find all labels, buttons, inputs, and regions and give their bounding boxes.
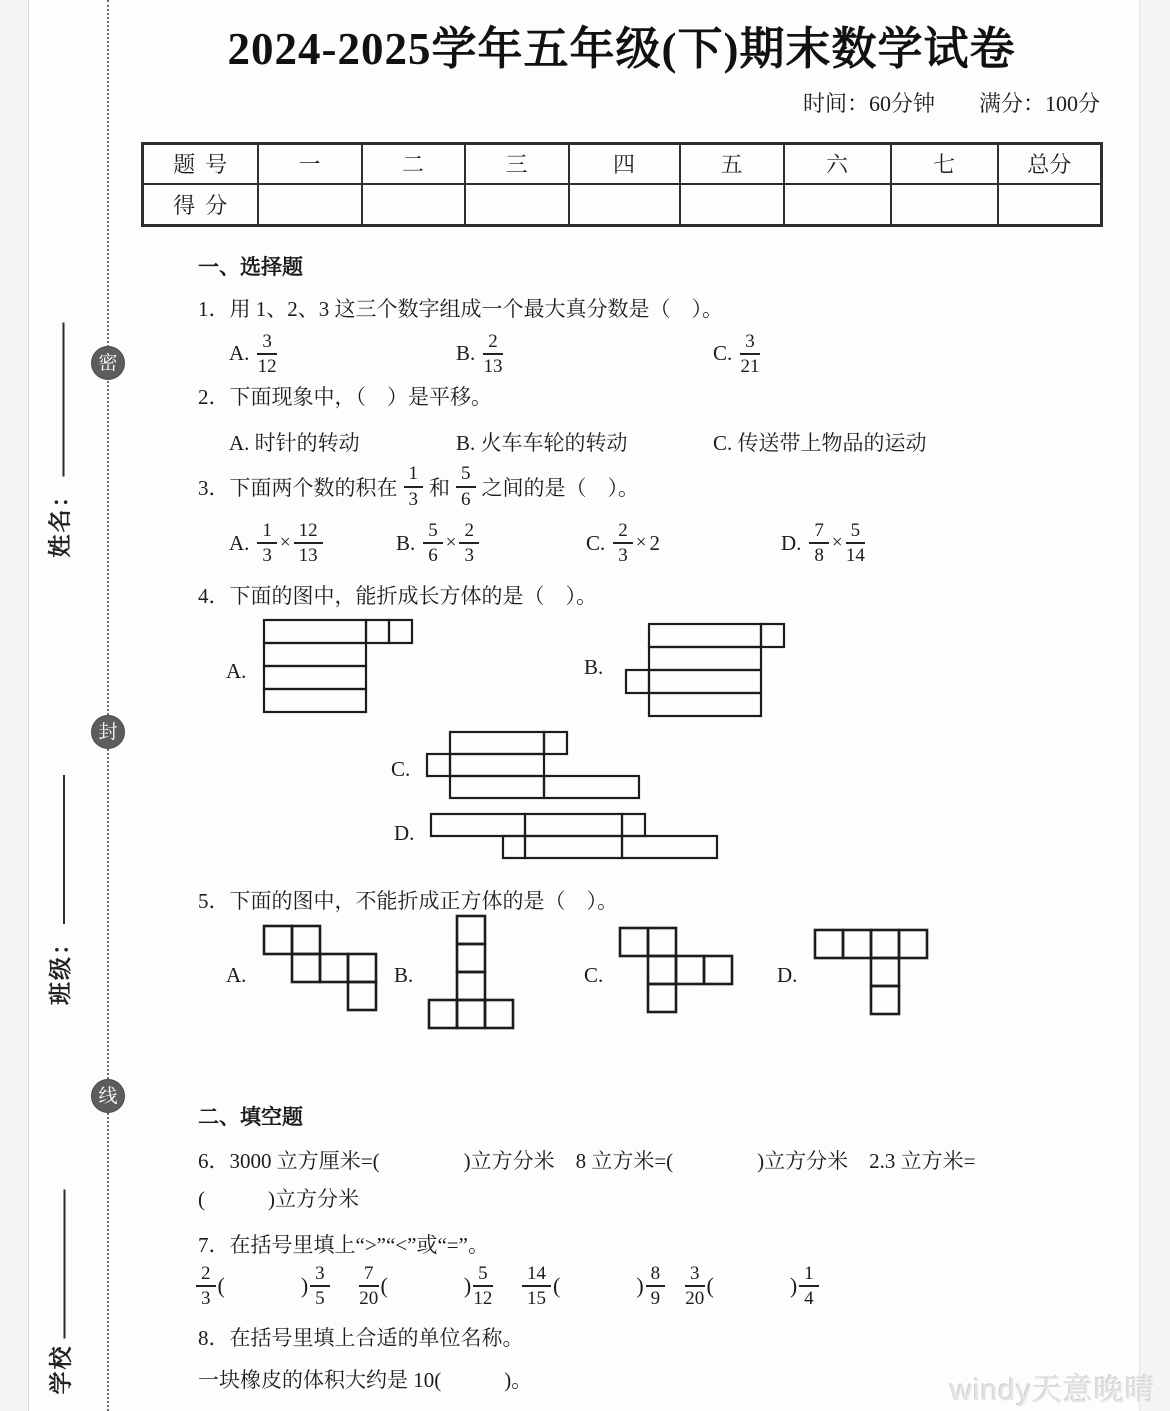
q7-pair-2: $\frac{7}{20}$ ( ) $\frac{5}{12}$ [359,1263,493,1310]
question4-text: 4．下面的图中，能折成长方体的是（ ）。 [198,584,597,609]
section2-title: 二、填空题 [198,1104,303,1129]
question5-diagrams-row [141,913,1102,1043]
exam-content [141,0,1102,1392]
seal-badge-xian: 线 [91,1079,125,1113]
fraction: $\frac{7}{20}$ [359,1263,379,1310]
score-cell-empty [680,184,784,225]
q7-pair-3: $\frac{14}{15}$ ( ) $\frac{8}{9}$ [522,1263,685,1310]
page-title: 2024-2025学年五年级(下)期末数学试卷 [227,24,1016,74]
fraction: $\frac{8}{9}$ [646,1263,666,1310]
q4-net-c-diagram [424,729,642,806]
q7-pair-4: $\frac{3}{20}$ ( ) $\frac{1}{4}$ [685,1263,819,1310]
q4-net-a-label: A. [226,658,247,683]
fraction: $\frac{5}{14}$ [845,519,865,567]
section1-title: 一、选择题 [198,254,303,279]
q1-option-b: B. $\frac{2}{13}$ [456,330,503,377]
q5-net-d-diagram [812,927,930,1022]
q3-option-c: C. $\frac{2}{3}$ × 2 [586,519,660,567]
q3-option-b: B. $\frac{5}{6}$ × $\frac{2}{3}$ [396,520,586,567]
q4-net-c-label: C. [391,756,411,781]
name-blank-line [51,323,65,477]
fraction: $\frac{1}{3}$ [404,463,424,510]
q5-net-a-label: A. [226,962,247,987]
score-cell-empty [891,184,998,225]
score-cell-empty [362,184,465,225]
fraction: $\frac{2}{3}$ [613,520,633,567]
q5-net-d-label: D. [777,962,798,987]
q2-option-a: A. 时针的转动 [229,431,360,456]
question1-options [229,331,1102,378]
fraction: $\frac{2}{3}$ [459,520,479,567]
q5-net-b-label: B. [394,962,414,987]
multiply-sign: × [445,532,457,554]
class-field [44,775,72,1005]
q5-net-c-diagram [617,925,735,1020]
fraction: $\frac{12}{13}$ [294,520,323,567]
seal-badge-feng: 封 [91,715,125,749]
q1-option-c: C. $\frac{3}{21}$ [713,330,760,377]
score-table [141,142,1103,227]
q2-option-b: B. 火车车轮的转动 [456,431,628,456]
score-cell-empty [998,184,1102,225]
fraction: $\frac{5}{6}$ [456,463,476,510]
fraction: $\frac{1}{3}$ [257,520,277,567]
question6-line2: ( )立方分米 [198,1186,359,1211]
school-label: 学校 [48,1344,73,1395]
score-col-4: 四 [569,143,680,184]
score-row-label: 得分 [143,184,258,225]
question2-options [229,427,1102,457]
class-label: 班级： [47,930,73,1005]
multiply-sign: × [279,532,291,554]
score-cell-empty [784,184,891,225]
q4-net-b-diagram [623,621,787,724]
fraction: $\frac{1}{4}$ [799,1263,819,1310]
q3-option-a: A. $\frac{1}{3}$ × $\frac{12}{13}$ [229,520,396,567]
score-cell-empty [569,184,680,225]
fraction: $\frac{5}{6}$ [423,520,443,567]
question8-line2: 一块橡皮的体积大约是 10( )。 [198,1367,533,1392]
school-field [45,1190,73,1395]
fraction: $\frac{2}{13}$ [483,330,503,377]
q4-net-d-diagram [428,811,720,866]
q1-option-a: A. $\frac{3}{12}$ [229,330,277,377]
q7-pair-1: $\frac{2}{3}$ ( ) $\frac{3}{5}$ [196,1263,359,1310]
question1-text: 1．用 1、2、3 这三个数字组成一个最大真分数是（ ）。 [198,296,723,321]
question2-text: 2．下面现象中，（ ）是平移。 [198,385,492,410]
multiply-sign: × [635,532,647,554]
fraction: $\frac{5}{12}$ [473,1263,493,1310]
seal-badge-mi: 密 [91,346,125,380]
q5-net-c-label: C. [584,962,604,987]
multiply-sign: × [831,532,843,554]
seal-dotted-line [107,0,109,1411]
question5-text: 5．下面的图中，不能折成正方体的是（ ）。 [198,888,618,913]
fraction: $\frac{3}{12}$ [257,330,277,377]
fraction: $\frac{3}{20}$ [685,1263,705,1310]
school-blank-line [52,1190,66,1339]
question7-text: 7．在括号里填上“>”“<”或“=”。 [198,1232,489,1257]
question4-diagrams-row1 [141,615,1102,727]
q3-option-d: D. $\frac{7}{8}$ × $\frac{5}{14}$ [781,519,865,567]
question8-line1: 8．在括号里填上合适的单位名称。 [198,1325,524,1350]
question6-line1: 6．3000 立方厘米=( )立方分米 8 立方米=( )立方分米 2.3 立方米= [198,1148,976,1173]
score-col-2: 二 [362,143,465,184]
question3-text: 3．下面两个数的积在 $\frac{1}{3}$ 和 $\frac{5}{6}$ 之间的是（ ）。 [198,463,639,510]
score-table-corner: 题号 [143,143,258,184]
fraction: $\frac{2}{3}$ [196,1263,216,1310]
name-field [44,323,72,558]
score-col-6: 六 [784,143,891,184]
score-table-header-row [143,143,1102,184]
score-table-score-row [143,184,1102,225]
fraction: $\frac{14}{15}$ [522,1263,551,1310]
fraction: $\frac{3}{21}$ [740,330,760,377]
watermark: windy天意晚晴 [950,1374,1156,1407]
question7-compare-row [196,1263,1102,1310]
name-label: 姓名： [47,482,72,558]
fraction: $\frac{7}{8}$ [809,520,829,567]
exam-sheet [28,0,1140,1411]
score-col-1: 一 [258,143,362,184]
fraction: $\frac{3}{5}$ [310,1263,330,1310]
q5-net-b-diagram [426,913,516,1036]
class-blank-line [51,775,65,924]
score-col-5: 五 [680,143,784,184]
q4-net-d-label: D. [394,820,415,845]
score-cell-empty [465,184,569,225]
q2-option-c: C. 传送带上物品的运动 [713,431,927,456]
question4-diagrams-row2 [141,727,1102,807]
question3-options [229,520,1102,567]
q5-net-a-diagram [261,923,379,1018]
q4-net-a-diagram [261,617,415,720]
exam-meta: 时间：60分钟 满分：100分 [802,90,1100,116]
question4-diagrams-row3 [141,807,1102,869]
score-col-total: 总分 [998,143,1102,184]
q4-net-b-label: B. [584,654,604,679]
score-col-3: 三 [465,143,569,184]
score-col-7: 七 [891,143,998,184]
score-cell-empty [258,184,362,225]
